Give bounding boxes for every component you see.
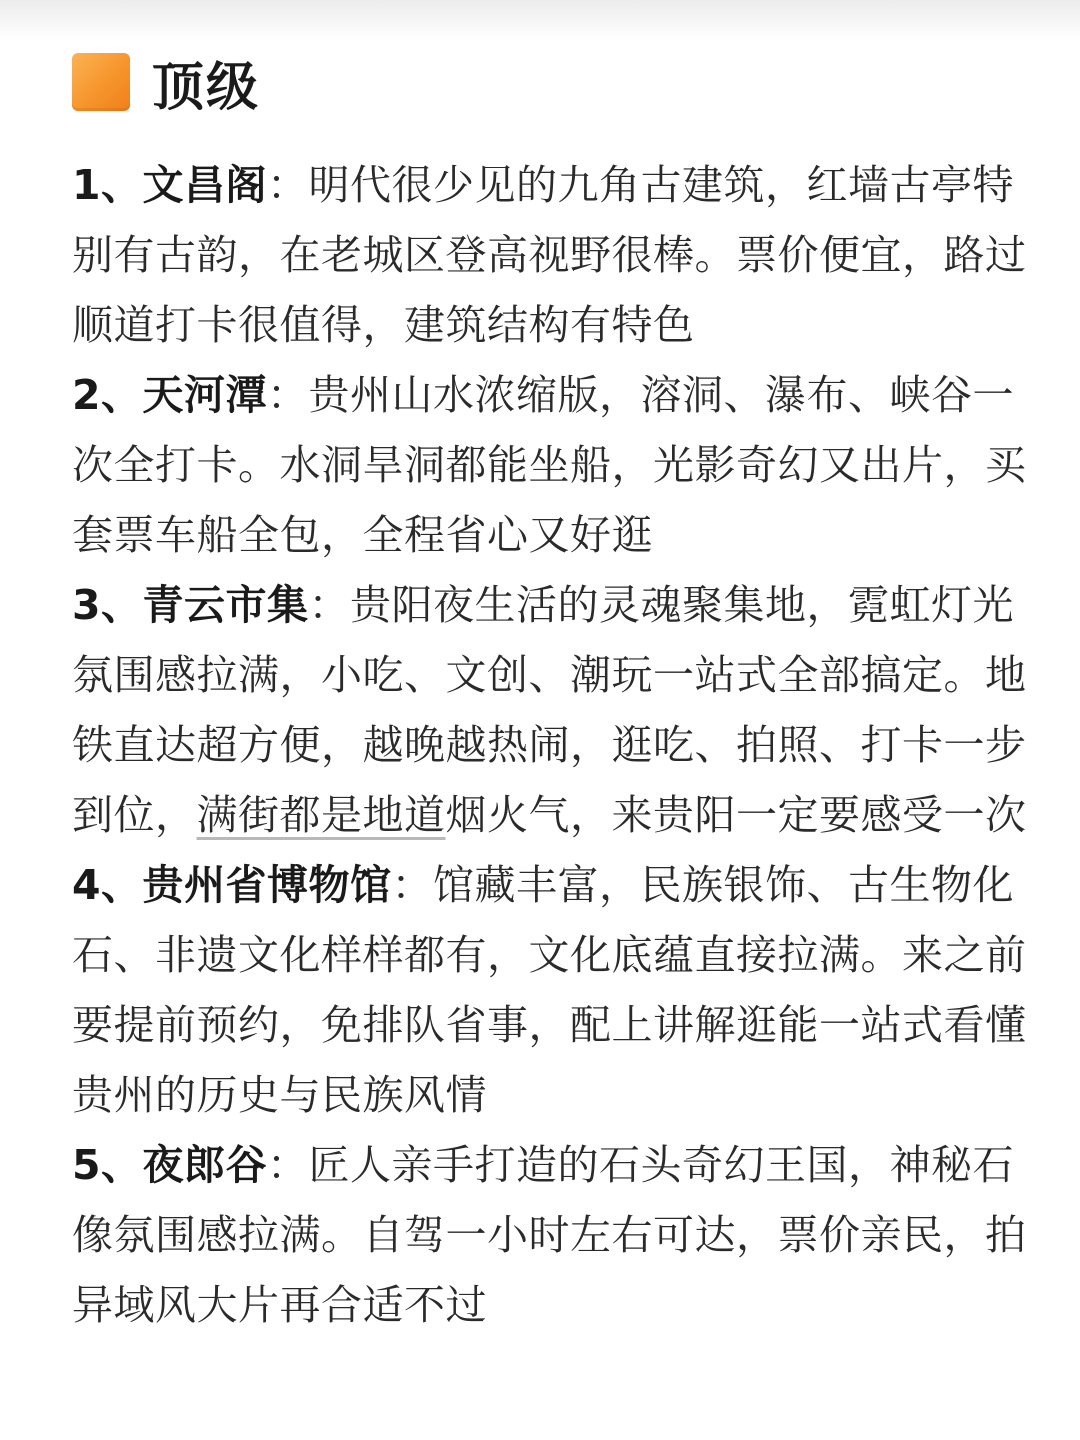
entry-description: 匠人亲手打造的石头奇幻王国，神秘石像氛围感拉满。自驾一小时左右可达，票价亲民，拍异域风大片再合适不过: [72, 1141, 1027, 1329]
entry-separator: ：: [267, 1141, 309, 1189]
entry-name: 文昌阁: [142, 161, 268, 209]
entry-separator: ：: [391, 861, 434, 909]
entry-5: [72, 1130, 1032, 1340]
orange-square-icon: [72, 53, 130, 111]
entry-name: 青云市集: [142, 581, 309, 629]
entry-separator: ：: [267, 371, 309, 419]
entry-number: 4、: [72, 861, 143, 909]
section-heading: [72, 44, 1032, 120]
underlined-link-text[interactable]: 满街都是地道: [196, 791, 446, 839]
entry-description: 贵州山水浓缩版，溶洞、瀑布、峡谷一次全打卡。水洞旱洞都能坐船，光影奇幻又出片，买套票车船全包，全程省心又好逛: [72, 371, 1027, 559]
heading-title: 顶级: [152, 57, 261, 118]
entry-separator: ：: [308, 581, 351, 629]
entry-separator: ：: [267, 161, 309, 209]
entry-description: 馆藏丰富，民族银饰、古生物化石、非遗文化样样都有，文化底蕴直接拉满。来之前要提前预约，免排队省事，配上讲解逛能一站式看懂贵州的历史与民族风情: [72, 861, 1027, 1119]
entry-name: 天河潭: [142, 371, 268, 419]
entry-name: 贵州省博物馆: [142, 861, 392, 909]
top-shadow: [0, 0, 1080, 40]
entry-number: 5、: [72, 1141, 143, 1189]
entry-name: 夜郎谷: [142, 1141, 268, 1189]
entry-number: 2、: [72, 371, 143, 419]
entry-description: 明代很少见的九角古建筑，红墙古亭特别有古韵，在老城区登高视野很棒。票价便宜，路过顺道打卡很值得，建筑结构有特色: [72, 161, 1027, 349]
document-body: [72, 44, 1032, 1340]
entry-2: [72, 360, 1032, 570]
entry-3: [72, 570, 1032, 850]
entry-description-tail: 烟火气，来贵阳一定要感受一次: [445, 791, 1027, 839]
entry-number: 1、: [72, 161, 143, 209]
entry-number: 3、: [72, 581, 143, 629]
entry-description: 贵阳夜生活的灵魂聚集地，霓虹灯光氛围感拉满，小吃、文创、潮玩一站式全部搞定。地铁直达超方便，越晚越热闹，逛吃、拍照、打卡一步到位，: [72, 581, 1027, 839]
entry-4: [72, 850, 1032, 1130]
entry-1: [72, 150, 1032, 360]
